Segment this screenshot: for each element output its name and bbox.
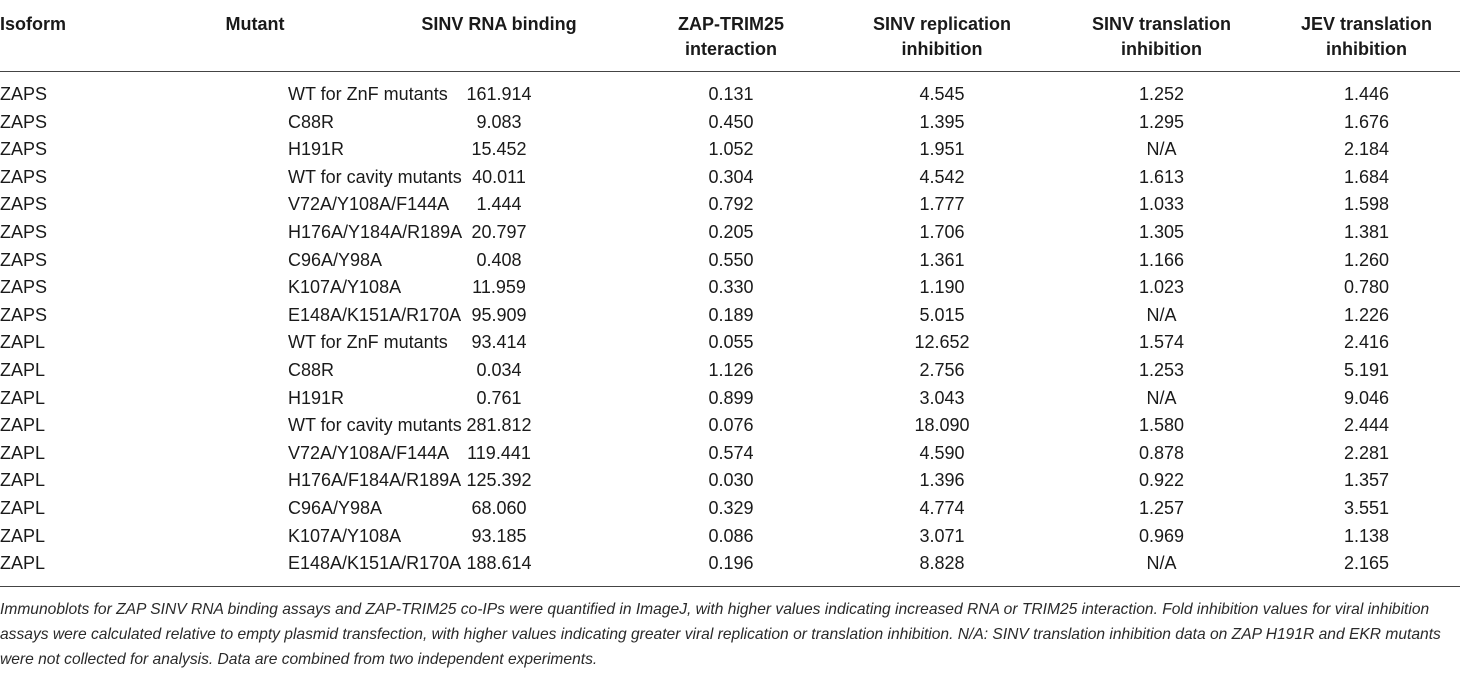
cell-zap-trim25-interaction: 0.076 bbox=[708, 415, 754, 436]
cell-sinv-rna-binding: 93.185 bbox=[471, 525, 527, 546]
column-header-line: SINV RNA binding bbox=[421, 14, 577, 34]
cell-zap-trim25-interaction: 0.030 bbox=[708, 470, 754, 491]
cell-isoform: ZAPL bbox=[0, 470, 46, 491]
cell-jev-translation-inhibition: 3.551 bbox=[1343, 497, 1390, 518]
cell-isoform: ZAPS bbox=[0, 166, 48, 187]
cell-mutant: H191R bbox=[288, 139, 345, 160]
cell-sinv-replication-inhibition: 5.015 bbox=[919, 304, 965, 325]
cell-jev-translation-inhibition: 5.191 bbox=[1343, 359, 1390, 380]
cell-isoform: ZAPS bbox=[0, 221, 48, 242]
cell-jev-translation-inhibition: 1.381 bbox=[1343, 221, 1390, 242]
cell-zap-trim25-interaction: 0.330 bbox=[708, 277, 754, 298]
cell-jev-translation-inhibition: 1.260 bbox=[1343, 249, 1390, 270]
cell-sinv-translation-inhibition: 0.922 bbox=[1138, 470, 1185, 491]
cell-zap-trim25-interaction: 1.126 bbox=[708, 359, 754, 380]
cell-sinv-translation-inhibition: N/A bbox=[1146, 304, 1177, 325]
table-row bbox=[0, 495, 1460, 523]
cell-sinv-rna-binding: 119.441 bbox=[467, 442, 531, 463]
table-row bbox=[0, 109, 1460, 137]
cell-sinv-rna-binding: 20.797 bbox=[471, 221, 527, 242]
cell-mutant: C96A/Y98A bbox=[288, 497, 383, 518]
cell-sinv-replication-inhibition: 3.071 bbox=[919, 525, 965, 546]
cell-sinv-rna-binding: 9.083 bbox=[476, 111, 522, 132]
table-row bbox=[0, 72, 1460, 109]
cell-sinv-rna-binding: 11.959 bbox=[472, 277, 526, 298]
table-row bbox=[0, 164, 1460, 192]
table-row bbox=[0, 274, 1460, 302]
cell-mutant: E148A/K151A/R170A bbox=[140, 550, 370, 586]
cell-isoform: ZAPL bbox=[0, 415, 46, 436]
cell-mutant: WT for ZnF mutants bbox=[288, 84, 448, 104]
cell-sinv-replication-inhibition: 1.395 bbox=[919, 111, 965, 132]
cell-sinv-rna-binding: 125.392 bbox=[466, 470, 532, 491]
cell-sinv-replication-inhibition: 4.774 bbox=[919, 497, 965, 518]
cell-isoform: ZAPS bbox=[0, 84, 48, 104]
cell-sinv-rna-binding: 0.761 bbox=[476, 387, 522, 408]
cell-zap-trim25-interaction: 0.792 bbox=[708, 194, 754, 215]
cell-jev-translation-inhibition: 2.165 bbox=[1273, 550, 1460, 586]
cell-sinv-replication-inhibition: 1.190 bbox=[919, 277, 965, 298]
cell-zap-trim25-interaction: 0.196 bbox=[628, 550, 834, 586]
header-row bbox=[0, 8, 1460, 72]
cell-sinv-rna-binding: 0.034 bbox=[476, 359, 522, 380]
cell-sinv-translation-inhibition: 1.613 bbox=[1138, 166, 1185, 187]
cell-sinv-translation-inhibition: 1.033 bbox=[1138, 194, 1185, 215]
table-row bbox=[0, 247, 1460, 275]
cell-sinv-rna-binding: 188.614 bbox=[370, 550, 628, 586]
cell-mutant: C88R bbox=[288, 359, 335, 380]
cell-isoform: ZAPS bbox=[0, 139, 48, 160]
cell-isoform: ZAPL bbox=[0, 387, 46, 408]
cell-isoform: ZAPL bbox=[0, 550, 140, 586]
table-row bbox=[0, 412, 1460, 440]
cell-mutant: E148A/K151A/R170A bbox=[288, 304, 462, 325]
cell-sinv-rna-binding: 95.909 bbox=[471, 304, 527, 325]
cell-sinv-replication-inhibition: 1.777 bbox=[919, 194, 965, 215]
table-footnote: Immunoblots for ZAP SINV RNA binding assays and ZAP-TRIM25 co-IPs were quantified in ImageJ, with higher values indicating increased RNA or TRIM25 interaction. Fold inhibition values for viral inhibition assays were calculated relative to empty plasmid transfection, with higher values indicating greater viral replication or translation inhibition. N/A: SINV translation inhibition data on ZAP H191R and EKR mutants were not collected for analysis. Data are combined from two independent experiments. bbox=[0, 601, 1441, 668]
table-row bbox=[0, 302, 1460, 330]
cell-sinv-replication-inhibition: 4.542 bbox=[919, 166, 965, 187]
cell-isoform: ZAPS bbox=[0, 194, 48, 215]
cell-zap-trim25-interaction: 0.189 bbox=[708, 304, 754, 325]
column-header-isoform bbox=[0, 8, 140, 72]
cell-mutant: H176A/Y184A/R189A bbox=[288, 221, 463, 242]
cell-sinv-rna-binding: 281.812 bbox=[466, 415, 532, 436]
cell-isoform: ZAPS bbox=[0, 111, 48, 132]
cell-isoform: ZAPS bbox=[0, 249, 48, 270]
column-header-line: inhibition bbox=[901, 39, 983, 59]
cell-jev-translation-inhibition: 1.226 bbox=[1343, 304, 1390, 325]
cell-jev-translation-inhibition: 1.357 bbox=[1343, 470, 1390, 491]
cell-mutant: WT for cavity mutants bbox=[288, 166, 462, 187]
cell-zap-trim25-interaction: 0.329 bbox=[708, 497, 754, 518]
cell-isoform: ZAPS bbox=[0, 277, 48, 298]
cell-sinv-replication-inhibition: 1.951 bbox=[919, 139, 965, 160]
cell-sinv-translation-inhibition: 0.969 bbox=[1138, 525, 1185, 546]
cell-sinv-replication-inhibition: 1.361 bbox=[919, 249, 965, 270]
cell-jev-translation-inhibition: 1.446 bbox=[1343, 84, 1390, 104]
column-header-sinv-replication-inhibition bbox=[834, 8, 1050, 72]
table-row bbox=[0, 329, 1460, 357]
cell-isoform: ZAPL bbox=[0, 332, 46, 353]
cell-jev-translation-inhibition: 0.780 bbox=[1343, 277, 1390, 298]
column-header-line: interaction bbox=[684, 39, 777, 59]
cell-zap-trim25-interaction: 1.052 bbox=[708, 139, 754, 160]
column-header-line: Mutant bbox=[225, 14, 285, 34]
cell-mutant: K107A/Y108A bbox=[288, 277, 402, 298]
cell-sinv-translation-inhibition: 0.878 bbox=[1138, 442, 1185, 463]
column-header-sinv-translation-inhibition bbox=[1050, 8, 1273, 72]
cell-sinv-translation-inhibition: 1.295 bbox=[1138, 111, 1185, 132]
table-row bbox=[0, 440, 1460, 468]
cell-sinv-replication-inhibition: 4.545 bbox=[919, 84, 965, 104]
cell-sinv-rna-binding: 68.060 bbox=[471, 497, 527, 518]
cell-sinv-translation-inhibition: 1.257 bbox=[1138, 497, 1185, 518]
cell-isoform: ZAPL bbox=[0, 525, 46, 546]
cell-jev-translation-inhibition: 9.046 bbox=[1343, 387, 1390, 408]
column-header-line: ZAP-TRIM25 bbox=[677, 14, 784, 34]
cell-mutant: H176A/F184A/R189A bbox=[288, 470, 462, 491]
column-header-line: inhibition bbox=[1121, 39, 1202, 59]
cell-mutant: C96A/Y98A bbox=[288, 249, 383, 270]
cell-sinv-replication-inhibition: 18.090 bbox=[914, 415, 970, 436]
table-row bbox=[0, 357, 1460, 385]
cell-jev-translation-inhibition: 1.598 bbox=[1343, 194, 1390, 215]
column-header-line: SINV replication bbox=[872, 14, 1012, 34]
cell-zap-trim25-interaction: 0.205 bbox=[708, 221, 754, 242]
cell-zap-trim25-interaction: 0.550 bbox=[708, 249, 754, 270]
cell-jev-translation-inhibition: 1.138 bbox=[1343, 525, 1390, 546]
cell-sinv-rna-binding: 0.408 bbox=[476, 249, 522, 270]
cell-sinv-translation-inhibition: 1.023 bbox=[1138, 277, 1185, 298]
cell-sinv-rna-binding: 93.414 bbox=[471, 332, 527, 353]
cell-mutant: WT for cavity mutants bbox=[288, 415, 462, 436]
cell-sinv-translation-inhibition: 1.574 bbox=[1138, 332, 1185, 353]
cell-jev-translation-inhibition: 2.184 bbox=[1343, 139, 1390, 160]
cell-sinv-translation-inhibition: N/A bbox=[1146, 387, 1177, 408]
cell-sinv-replication-inhibition: 4.590 bbox=[919, 442, 965, 463]
column-header-line: SINV translation bbox=[1091, 14, 1232, 34]
cell-zap-trim25-interaction: 0.086 bbox=[708, 525, 754, 546]
cell-sinv-rna-binding: 1.444 bbox=[476, 194, 522, 215]
cell-isoform: ZAPL bbox=[0, 497, 46, 518]
cell-mutant: V72A/Y108A/F144A bbox=[288, 442, 450, 463]
table-row bbox=[0, 136, 1460, 164]
cell-mutant: K107A/Y108A bbox=[288, 525, 402, 546]
cell-jev-translation-inhibition: 2.416 bbox=[1343, 332, 1390, 353]
table-row bbox=[0, 385, 1460, 413]
column-header-line: JEV translation bbox=[1300, 14, 1433, 34]
table-row bbox=[0, 191, 1460, 219]
cell-sinv-replication-inhibition: 12.652 bbox=[914, 332, 970, 353]
column-header-jev-translation-inhibition bbox=[1273, 8, 1460, 72]
cell-mutant: WT for ZnF mutants bbox=[288, 332, 448, 353]
cell-jev-translation-inhibition: 1.684 bbox=[1343, 166, 1390, 187]
cell-zap-trim25-interaction: 0.450 bbox=[708, 111, 754, 132]
table-row bbox=[0, 467, 1460, 495]
table-header bbox=[0, 8, 1460, 72]
cell-sinv-replication-inhibition: 2.756 bbox=[919, 359, 965, 380]
cell-sinv-rna-binding: 40.011 bbox=[472, 166, 526, 187]
cell-jev-translation-inhibition: 2.281 bbox=[1343, 442, 1390, 463]
cell-isoform: ZAPL bbox=[0, 359, 46, 380]
table-row bbox=[0, 550, 1460, 586]
cell-mutant: V72A/Y108A/F144A bbox=[288, 194, 450, 215]
cell-sinv-translation-inhibition: N/A bbox=[1050, 550, 1273, 586]
cell-sinv-translation-inhibition: 1.305 bbox=[1138, 221, 1185, 242]
table-body bbox=[0, 72, 1460, 587]
cell-sinv-replication-inhibition: 8.828 bbox=[834, 550, 1050, 586]
column-header-zap-trim25-interaction bbox=[628, 8, 834, 72]
cell-sinv-translation-inhibition: 1.166 bbox=[1138, 249, 1185, 270]
column-header-line: Isoform bbox=[0, 14, 67, 34]
cell-mutant: C88R bbox=[288, 111, 335, 132]
column-header-mutant bbox=[140, 8, 370, 72]
cell-zap-trim25-interaction: 0.131 bbox=[708, 84, 754, 104]
data-table bbox=[0, 8, 1460, 587]
cell-sinv-replication-inhibition: 3.043 bbox=[919, 387, 965, 408]
cell-sinv-translation-inhibition: 1.252 bbox=[1138, 84, 1185, 104]
cell-jev-translation-inhibition: 2.444 bbox=[1343, 415, 1390, 436]
cell-sinv-translation-inhibition: 1.253 bbox=[1138, 359, 1185, 380]
cell-sinv-replication-inhibition: 1.706 bbox=[919, 221, 965, 242]
table-row bbox=[0, 219, 1460, 247]
cell-jev-translation-inhibition: 1.676 bbox=[1343, 111, 1390, 132]
cell-zap-trim25-interaction: 0.899 bbox=[708, 387, 754, 408]
data-table-container bbox=[0, 8, 1460, 587]
table-row bbox=[0, 523, 1460, 551]
cell-zap-trim25-interaction: 0.304 bbox=[708, 166, 754, 187]
column-header-sinv-rna-binding bbox=[370, 8, 628, 72]
cell-isoform: ZAPS bbox=[0, 304, 48, 325]
cell-zap-trim25-interaction: 0.574 bbox=[708, 442, 754, 463]
cell-sinv-translation-inhibition: 1.580 bbox=[1138, 415, 1185, 436]
cell-sinv-translation-inhibition: N/A bbox=[1146, 139, 1177, 160]
cell-isoform: ZAPL bbox=[0, 442, 46, 463]
cell-zap-trim25-interaction: 0.055 bbox=[708, 332, 754, 353]
cell-mutant: H191R bbox=[288, 387, 345, 408]
column-header-line: inhibition bbox=[1326, 39, 1407, 59]
cell-sinv-replication-inhibition: 1.396 bbox=[919, 470, 965, 491]
cell-sinv-rna-binding: 15.452 bbox=[471, 139, 527, 160]
cell-sinv-rna-binding: 161.914 bbox=[466, 84, 532, 104]
